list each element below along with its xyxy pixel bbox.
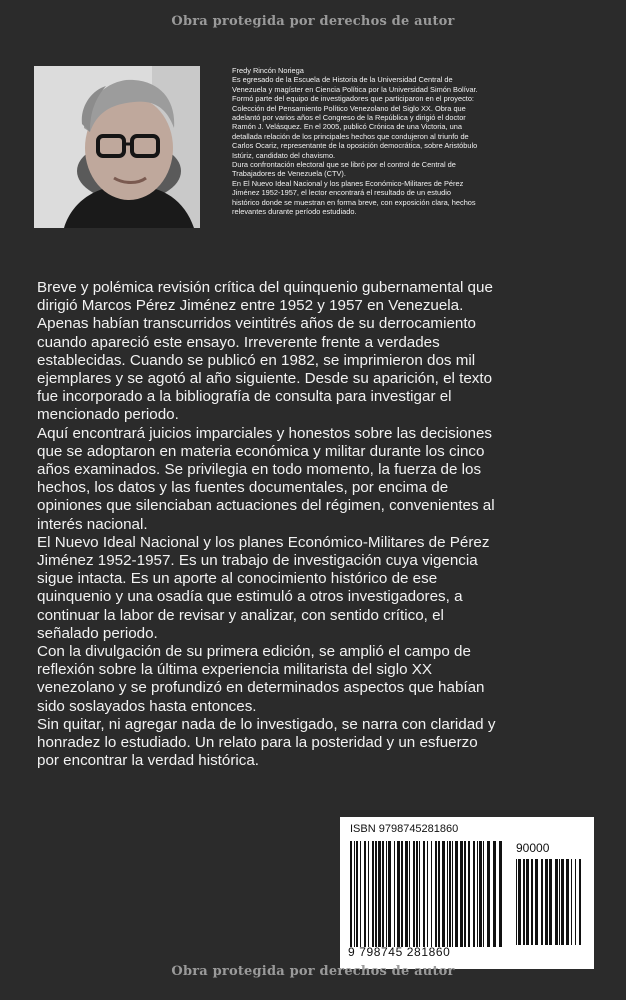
barcode-bar bbox=[535, 859, 538, 945]
synopsis-line: cuando apareció este ensayo. Irreverente frente a verdades bbox=[37, 333, 440, 351]
copyright-watermark-top: Obra protegida por derechos de autor bbox=[171, 14, 455, 29]
barcode-bar bbox=[526, 859, 529, 945]
barcode-bar bbox=[561, 859, 564, 945]
bio-line: Trabajadores de Venezuela (CTV). bbox=[232, 169, 346, 179]
barcode-bar bbox=[531, 859, 533, 945]
barcode-bar bbox=[479, 841, 482, 947]
bio-line: Istúriz, candidato del chavismo. bbox=[232, 150, 336, 160]
synopsis-line: por encontrar la verdad histórica. bbox=[37, 752, 260, 770]
addon-barcode-bars bbox=[516, 859, 584, 945]
synopsis-line: dirigió Marcos Pérez Jiménez entre 1952 y 1957 en Venezuela. bbox=[37, 297, 464, 315]
bio-line: Venezuela y magíster en Ciencia Política por la Universidad Simón Bolívar. bbox=[232, 84, 478, 94]
bio-line: Colección del Pensamiento Político Venezolano del Siglo XX. Obra que bbox=[232, 103, 466, 113]
barcode-bar bbox=[394, 841, 395, 947]
author-photo bbox=[34, 66, 200, 228]
barcode-bar bbox=[368, 841, 369, 947]
barcode-bar bbox=[435, 841, 437, 947]
synopsis-line: continuar la labor de revisar y analizar, con sentido crítico, el bbox=[37, 606, 444, 624]
synopsis-line: Jiménez 1952-1957. Es un trabajo de investigación cuya vigencia bbox=[37, 552, 478, 570]
barcode-bar bbox=[409, 841, 410, 947]
synopsis-line: El Nuevo Ideal Nacional y los planes Económico-Militares de Pérez bbox=[37, 533, 490, 551]
barcode-bar bbox=[452, 841, 453, 947]
barcode-bar bbox=[442, 841, 445, 947]
synopsis-line: fue incorporado a la bibliografía de consulta para investigar el bbox=[37, 388, 452, 406]
bio-line: adelantó por varios años el Congreso de la República y dirigió el doctor bbox=[232, 113, 466, 123]
barcode-bar bbox=[382, 841, 384, 947]
barcode-bar bbox=[468, 841, 470, 947]
barcode-bar bbox=[386, 841, 387, 947]
barcode-bar bbox=[460, 841, 463, 947]
synopsis-line: que se adoptaron en materia económica y militar durante los cinco bbox=[37, 442, 485, 460]
barcode-bar bbox=[413, 841, 415, 947]
isbn-label: ISBN 9798745281860 bbox=[350, 823, 459, 835]
price-code: 90000 bbox=[516, 841, 550, 855]
author-bio bbox=[232, 66, 592, 217]
synopsis-line: años examinados. Se privilegia en todo momento, la fuerza de los bbox=[37, 461, 482, 479]
synopsis-line: mencionado periodo. bbox=[37, 406, 179, 424]
barcode-bar bbox=[350, 841, 352, 947]
bio-line: histórico donde se muestran en forma breve, con exposición clara, hechos bbox=[232, 197, 476, 207]
bio-line: Jiménez 1952-1957, el lector encontrará el resultado de un estudio bbox=[232, 188, 451, 198]
bio-line: Es egresado de la Escuela de Historia de la Universidad Central de bbox=[232, 75, 453, 85]
synopsis-line: señalado periodo. bbox=[37, 624, 158, 642]
barcode-bar bbox=[455, 841, 458, 947]
synopsis-line: sigue intacta. Es un aporte al conocimiento histórico de ese bbox=[37, 570, 438, 588]
isbn-digits: 9 798745 281860 bbox=[348, 945, 451, 959]
bio-line: Formó parte del equipo de investigadores que participaron en el proyecto: bbox=[232, 94, 474, 104]
synopsis-line: sido soslayados hasta entonces. bbox=[37, 697, 257, 715]
barcode-bar bbox=[375, 841, 377, 947]
barcode-bar bbox=[483, 841, 484, 947]
bio-line: relevantes durante período estudiado. bbox=[232, 207, 357, 217]
synopsis-line: quinquenio y una osadía que estimuló a otros investigadores, a bbox=[37, 588, 463, 606]
synopsis-line: establecidas. Cuando se publicó en 1982, se imprimieron dos mil bbox=[37, 351, 476, 369]
barcode-bar bbox=[449, 841, 451, 947]
barcode-bar bbox=[559, 859, 560, 945]
barcode-bar bbox=[575, 859, 576, 945]
barcode-bar bbox=[388, 841, 391, 947]
copyright-watermark-bottom: Obra protegida por derechos de autor bbox=[171, 964, 455, 979]
barcode-bar bbox=[438, 841, 440, 947]
ean-barcode-bars bbox=[350, 841, 506, 947]
author-portrait-icon bbox=[34, 66, 200, 228]
barcode-bar bbox=[571, 859, 572, 945]
barcode-bar bbox=[545, 859, 548, 945]
bio-line: Ramón J. Velásquez. En el 2005, publicó Crónica de una Victoria, una bbox=[232, 122, 462, 132]
author-name: Fredy Rincón Noriega bbox=[232, 66, 304, 75]
barcode-bar bbox=[541, 859, 543, 945]
bio-line: Carlos Ocariz, representante de la oposición democrática, sobre Aristóbulo bbox=[232, 141, 478, 151]
isbn-barcode bbox=[340, 817, 594, 969]
barcode-bar bbox=[360, 841, 361, 947]
barcode-bar bbox=[477, 841, 478, 947]
barcode-bar bbox=[487, 841, 490, 947]
barcode-bar bbox=[549, 859, 552, 945]
bio-line: Dura confrontación electoral que se libró por el control de Central de bbox=[232, 160, 456, 170]
barcode-bar bbox=[401, 841, 403, 947]
synopsis-line: ejemplares y se agotó al año siguiente. Desde su aparición, el texto bbox=[37, 370, 493, 388]
barcode-bar bbox=[447, 841, 448, 947]
synopsis-line: interés nacional. bbox=[37, 515, 148, 533]
barcode-bar bbox=[516, 859, 517, 945]
synopsis-line: Aquí encontrará juicios imparciales y honestos sobre las decisiones bbox=[37, 424, 493, 442]
synopsis-line: venezolano y se profundizó en determinados aspectos que habían bbox=[37, 679, 485, 697]
barcode-bar bbox=[579, 859, 581, 945]
synopsis-line: opiniones que silenciaban actuaciones del régimen, convenientes al bbox=[37, 497, 495, 515]
barcode-bar bbox=[423, 841, 425, 947]
barcode-bar bbox=[464, 841, 466, 947]
bio-line: En El Nuevo Ideal Nacional y los planes Económico-Militares de Pérez bbox=[232, 178, 464, 188]
barcode-bar bbox=[416, 841, 418, 947]
synopsis-line: honradez lo estudiado. Un relato para la posteridad y un esfuerzo bbox=[37, 734, 478, 752]
barcode-bar bbox=[499, 841, 502, 947]
barcode-bar bbox=[566, 859, 569, 945]
barcode-bar bbox=[473, 841, 475, 947]
barcode-bar bbox=[372, 841, 374, 947]
bio-line: detallada relación de los principales hechos que condujeron al triunfo de bbox=[232, 131, 469, 141]
synopsis-line: Apenas habían transcurridos veintitrés años de su derrocamiento bbox=[37, 315, 476, 333]
book-synopsis bbox=[37, 279, 593, 770]
synopsis-line: Sin quitar, ni agregar nada de lo investigado, se narra con claridad y bbox=[37, 715, 496, 733]
barcode-bar bbox=[493, 841, 496, 947]
synopsis-line: reflexión sobre la última experiencia militarista del siglo XX bbox=[37, 661, 433, 679]
barcode-bar bbox=[397, 841, 400, 947]
synopsis-line: hechos, los datos y las fuentes documentales, por encima de bbox=[37, 479, 449, 497]
barcode-bar bbox=[378, 841, 381, 947]
barcode-bar bbox=[419, 841, 420, 947]
synopsis-line: Breve y polémica revisión crítica del quinquenio gubernamental que bbox=[37, 279, 493, 296]
barcode-bar bbox=[427, 841, 428, 947]
barcode-bar bbox=[555, 859, 558, 945]
barcode-bar bbox=[364, 841, 366, 947]
barcode-bar bbox=[405, 841, 408, 947]
barcode-bar bbox=[354, 841, 355, 947]
barcode-bar bbox=[356, 841, 358, 947]
barcode-bar bbox=[431, 841, 432, 947]
barcode-bar bbox=[518, 859, 521, 945]
synopsis-line: Con la divulgación de su primera edición, se amplió el campo de bbox=[37, 643, 471, 661]
barcode-bar bbox=[523, 859, 525, 945]
